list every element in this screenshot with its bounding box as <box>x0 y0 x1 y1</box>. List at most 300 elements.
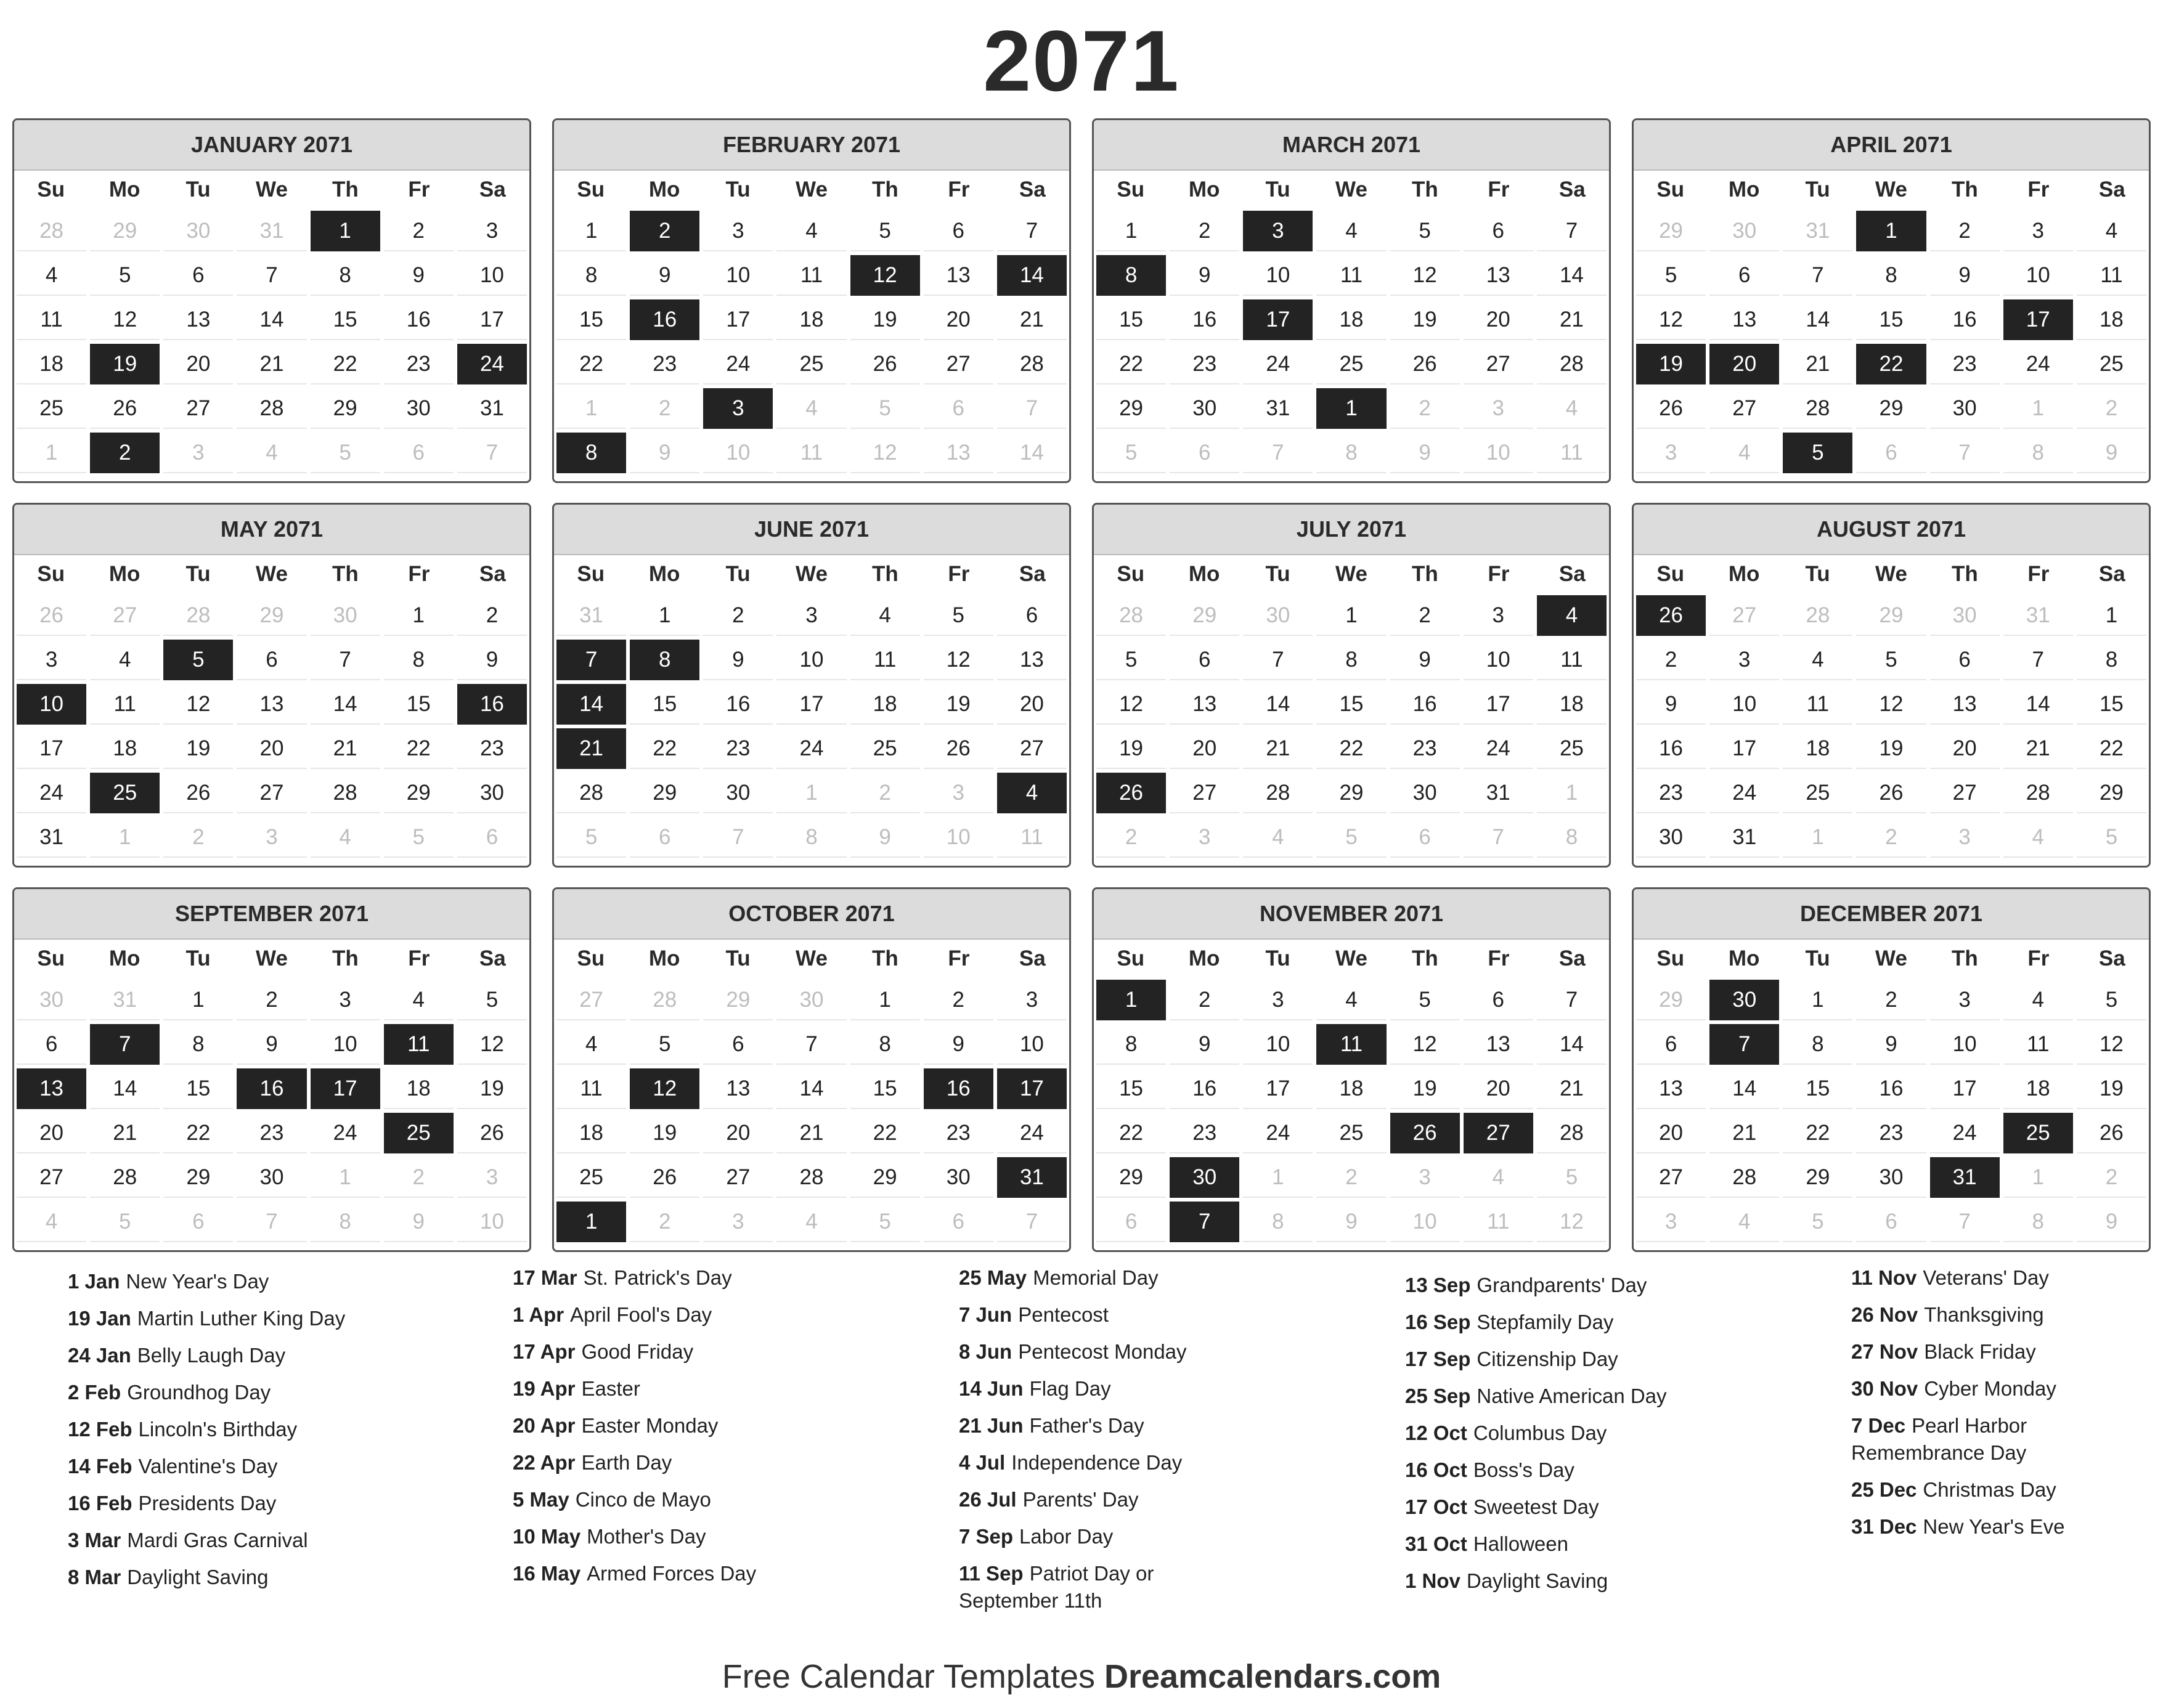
day-cell: 1 <box>850 980 920 1020</box>
day-cell: 14 <box>776 1068 846 1109</box>
day-cell: 6 <box>17 1024 86 1065</box>
day-cell: 27 <box>1930 773 2000 813</box>
adjacent-month-day-cell: 2 <box>2077 388 2146 429</box>
weekday-label: We <box>1335 946 1367 970</box>
holiday-item <box>959 1518 1366 1555</box>
day-cell: 13 <box>997 640 1067 680</box>
holiday-day-cell: 7 <box>556 640 626 680</box>
weekday-label: Th <box>1412 177 1438 201</box>
holiday-item <box>1405 1267 1812 1304</box>
day-cell: 21 <box>1537 299 1607 340</box>
adjacent-month-day-cell: 7 <box>997 1202 1067 1242</box>
day-cell: 15 <box>1783 1068 1852 1109</box>
holiday-item <box>513 1481 919 1518</box>
adjacent-month-day-cell: 2 <box>630 388 699 429</box>
day-cell: 16 <box>1390 684 1460 725</box>
day-cell: 20 <box>1464 1068 1533 1109</box>
month-title: JANUARY 2071 <box>14 120 529 171</box>
holiday-day-cell: 31 <box>1930 1157 2000 1198</box>
holiday-item <box>68 1522 475 1559</box>
day-cell: 4 <box>556 1024 626 1065</box>
day-cell: 4 <box>1783 640 1852 680</box>
day-cell: 1 <box>1096 211 1166 251</box>
day-cell: 16 <box>1856 1068 1926 1109</box>
day-cell: 22 <box>556 344 626 384</box>
day-cell: 26 <box>1636 388 1706 429</box>
holiday-name: Christmas Day <box>1923 1478 2056 1501</box>
day-cell: 16 <box>1170 1068 1239 1109</box>
adjacent-month-day-cell: 7 <box>237 1202 306 1242</box>
weekday-header-row <box>1094 940 1609 978</box>
day-cell: 30 <box>1170 388 1239 429</box>
month-calendar <box>12 503 531 868</box>
adjacent-month-day-cell: 29 <box>703 980 773 1020</box>
adjacent-month-day-cell: 6 <box>1856 1202 1926 1242</box>
holiday-day-cell: 1 <box>311 211 380 251</box>
adjacent-month-day-cell: 27 <box>1709 595 1779 636</box>
holiday-day-cell: 16 <box>457 684 527 725</box>
day-cell: 28 <box>1783 388 1852 429</box>
adjacent-month-day-cell: 30 <box>17 980 86 1020</box>
adjacent-month-day-cell: 29 <box>90 211 160 251</box>
holiday-date: 1 Apr <box>513 1303 564 1326</box>
day-cell: 14 <box>1537 255 1607 296</box>
adjacent-month-day-cell: 6 <box>924 388 993 429</box>
weekday-label: Tu <box>725 562 751 586</box>
adjacent-month-day-cell: 11 <box>1464 1202 1533 1242</box>
weekday-label: Th <box>872 177 898 201</box>
weekday-label: Sa <box>479 177 506 201</box>
adjacent-month-day-cell: 28 <box>1783 595 1852 636</box>
holiday-date: 17 Mar <box>513 1266 577 1289</box>
holiday-item <box>68 1448 475 1485</box>
adjacent-month-day-cell: 11 <box>776 433 846 473</box>
adjacent-month-day-cell: 2 <box>384 1157 454 1198</box>
holiday-name: Cyber Monday <box>1924 1377 2056 1400</box>
holiday-name: Grandparents' Day <box>1477 1274 1647 1296</box>
adjacent-month-day-cell: 31 <box>237 211 306 251</box>
day-cell: 30 <box>457 773 527 813</box>
weekday-label: Sa <box>479 562 506 586</box>
month-calendar <box>1092 118 1611 483</box>
day-cell: 3 <box>997 980 1067 1020</box>
holiday-name: Valentine's Day <box>138 1455 278 1478</box>
weekday-label: Tu <box>1805 177 1830 201</box>
weekday-label: We <box>1875 562 1907 586</box>
holiday-date: 20 Apr <box>513 1414 576 1437</box>
day-cell: 26 <box>1856 773 1926 813</box>
holiday-item <box>959 1407 1366 1444</box>
day-cell: 6 <box>1464 980 1533 1020</box>
day-cell: 23 <box>1170 344 1239 384</box>
holiday-date: 21 Jun <box>959 1414 1024 1437</box>
day-cell: 21 <box>1783 344 1852 384</box>
day-cell: 10 <box>997 1024 1067 1065</box>
day-cell: 22 <box>850 1113 920 1153</box>
holiday-day-cell: 11 <box>384 1024 454 1065</box>
holiday-name: Citizenship Day <box>1477 1348 1618 1370</box>
day-cell: 29 <box>850 1157 920 1198</box>
day-cell: 5 <box>457 980 527 1020</box>
weekday-label: Tu <box>185 562 211 586</box>
day-cell: 25 <box>1537 728 1607 769</box>
adjacent-month-day-cell: 1 <box>2003 1157 2073 1198</box>
day-cell: 25 <box>1316 344 1386 384</box>
day-cell: 5 <box>1096 640 1166 680</box>
holiday-item <box>1405 1526 1812 1563</box>
day-cell: 13 <box>703 1068 773 1109</box>
day-cell: 17 <box>1464 684 1533 725</box>
adjacent-month-day-cell: 29 <box>1856 595 1926 636</box>
adjacent-month-day-cell: 4 <box>776 1202 846 1242</box>
day-cell: 31 <box>1464 773 1533 813</box>
day-cell: 22 <box>1316 728 1386 769</box>
day-cell: 4 <box>776 211 846 251</box>
adjacent-month-day-cell: 29 <box>1170 595 1239 636</box>
day-cell: 13 <box>1464 1024 1533 1065</box>
day-cell: 19 <box>1856 728 1926 769</box>
day-cell: 7 <box>997 211 1067 251</box>
adjacent-month-day-cell: 8 <box>1316 433 1386 473</box>
holiday-name: St. Patrick's Day <box>583 1266 732 1289</box>
day-cell: 3 <box>311 980 380 1020</box>
holiday-name: Belly Laugh Day <box>137 1344 286 1367</box>
holiday-date: 1 Jan <box>68 1270 120 1293</box>
holiday-day-cell: 12 <box>630 1068 699 1109</box>
day-cell: 13 <box>1636 1068 1706 1109</box>
month-title: AUGUST 2071 <box>1634 505 2149 555</box>
day-cell: 26 <box>2077 1113 2146 1153</box>
holiday-name: Cinco de Mayo <box>575 1488 711 1511</box>
adjacent-month-day-cell: 9 <box>1390 433 1460 473</box>
month-calendar <box>552 503 1071 868</box>
holiday-day-cell: 16 <box>237 1068 306 1109</box>
weekday-label: Tu <box>1265 177 1290 201</box>
weekday-label: Th <box>1952 177 1978 201</box>
day-cell: 1 <box>1783 980 1852 1020</box>
adjacent-month-day-cell: 14 <box>997 433 1067 473</box>
weekday-label: Mo <box>648 562 680 586</box>
day-grid <box>14 978 529 1246</box>
adjacent-month-day-cell: 3 <box>163 433 233 473</box>
holiday-day-cell: 30 <box>1170 1157 1239 1198</box>
day-cell: 1 <box>384 595 454 636</box>
weekday-label: Fr <box>408 562 430 586</box>
day-cell: 12 <box>1096 684 1166 725</box>
weekday-label: Fr <box>2027 946 2050 970</box>
day-cell: 14 <box>90 1068 160 1109</box>
weekday-label: Tu <box>725 177 751 201</box>
weekday-label: Fr <box>1488 177 1510 201</box>
adjacent-month-day-cell: 8 <box>311 1202 380 1242</box>
holiday-day-cell: 4 <box>997 773 1067 813</box>
day-cell: 15 <box>1096 299 1166 340</box>
month-title: MAY 2071 <box>14 505 529 555</box>
day-cell: 14 <box>237 299 306 340</box>
weekday-label: Tu <box>1805 562 1830 586</box>
day-cell: 28 <box>2003 773 2073 813</box>
weekday-label: Su <box>37 177 65 201</box>
day-cell: 9 <box>1856 1024 1926 1065</box>
weekday-label: Su <box>577 177 605 201</box>
day-cell: 21 <box>1537 1068 1607 1109</box>
day-cell: 16 <box>1170 299 1239 340</box>
holiday-day-cell: 7 <box>1170 1202 1239 1242</box>
day-cell: 21 <box>1243 728 1313 769</box>
day-cell: 21 <box>237 344 306 384</box>
day-cell: 6 <box>1464 211 1533 251</box>
day-cell: 9 <box>457 640 527 680</box>
day-cell: 6 <box>924 211 993 251</box>
day-cell: 21 <box>776 1113 846 1153</box>
day-cell: 24 <box>997 1113 1067 1153</box>
day-cell: 2 <box>1170 980 1239 1020</box>
holiday-item <box>1405 1304 1812 1341</box>
holiday-name: Mardi Gras Carnival <box>127 1529 308 1551</box>
month-title: APRIL 2071 <box>1634 120 2149 171</box>
month-title: FEBRUARY 2071 <box>554 120 1069 171</box>
holiday-day-cell: 27 <box>1464 1113 1533 1153</box>
weekday-label: We <box>1875 177 1907 201</box>
day-cell: 26 <box>163 773 233 813</box>
day-cell: 7 <box>1243 640 1313 680</box>
day-cell: 12 <box>1390 255 1460 296</box>
weekday-label: We <box>256 177 288 201</box>
adjacent-month-day-cell: 29 <box>1636 980 1706 1020</box>
holiday-item <box>68 1411 475 1448</box>
holiday-day-cell: 31 <box>997 1157 1067 1198</box>
holiday-day-cell: 7 <box>1709 1024 1779 1065</box>
day-cell: 20 <box>1930 728 2000 769</box>
day-cell: 6 <box>163 255 233 296</box>
weekday-label: Su <box>1117 177 1145 201</box>
holiday-item <box>1405 1341 1812 1378</box>
adjacent-month-day-cell: 5 <box>850 1202 920 1242</box>
holiday-date: 16 Sep <box>1405 1311 1471 1333</box>
day-cell: 18 <box>1537 684 1607 725</box>
adjacent-month-day-cell: 30 <box>776 980 846 1020</box>
day-cell: 27 <box>997 728 1067 769</box>
holiday-column <box>1405 1267 1812 1600</box>
weekday-label: We <box>1335 177 1367 201</box>
day-cell: 2 <box>457 595 527 636</box>
day-cell: 13 <box>924 255 993 296</box>
day-cell: 24 <box>2003 344 2073 384</box>
day-cell: 21 <box>997 299 1067 340</box>
adjacent-month-day-cell: 5 <box>556 817 626 858</box>
holiday-item <box>959 1370 1366 1407</box>
adjacent-month-day-cell: 12 <box>850 433 920 473</box>
day-cell: 12 <box>1390 1024 1460 1065</box>
weekday-label: Mo <box>1728 946 1760 970</box>
adjacent-month-day-cell: 4 <box>237 433 306 473</box>
adjacent-month-day-cell: 8 <box>1537 817 1607 858</box>
day-cell: 7 <box>311 640 380 680</box>
month-calendar <box>12 887 531 1252</box>
adjacent-month-day-cell: 11 <box>997 817 1067 858</box>
holiday-item <box>1851 1296 2163 1333</box>
adjacent-month-day-cell: 7 <box>1930 433 2000 473</box>
adjacent-month-day-cell: 30 <box>311 595 380 636</box>
day-cell: 20 <box>17 1113 86 1153</box>
holiday-name: Groundhog Day <box>127 1381 271 1404</box>
holiday-name: Presidents Day <box>138 1492 277 1515</box>
adjacent-month-day-cell: 28 <box>17 211 86 251</box>
day-cell: 4 <box>384 980 454 1020</box>
day-cell: 25 <box>1316 1113 1386 1153</box>
holiday-name: Native American Day <box>1477 1385 1667 1407</box>
day-cell: 20 <box>1170 728 1239 769</box>
holiday-date: 26 Nov <box>1851 1303 1918 1326</box>
adjacent-month-day-cell: 30 <box>1709 211 1779 251</box>
adjacent-month-day-cell: 2 <box>1316 1157 1386 1198</box>
weekday-label: Sa <box>1558 177 1586 201</box>
adjacent-month-day-cell: 27 <box>556 980 626 1020</box>
holiday-date: 17 Apr <box>513 1340 576 1363</box>
day-cell: 26 <box>457 1113 527 1153</box>
adjacent-month-day-cell: 3 <box>1390 1157 1460 1198</box>
holiday-item <box>1405 1378 1812 1415</box>
day-cell: 18 <box>2077 299 2146 340</box>
day-cell: 19 <box>2077 1068 2146 1109</box>
holiday-date: 25 Dec <box>1851 1478 1917 1501</box>
weekday-label: Sa <box>1019 177 1046 201</box>
day-cell: 11 <box>850 640 920 680</box>
holiday-name: Lincoln's Birthday <box>138 1418 298 1441</box>
adjacent-month-day-cell: 4 <box>2003 817 2073 858</box>
holiday-day-cell: 19 <box>90 344 160 384</box>
month-title: JUNE 2071 <box>554 505 1069 555</box>
day-cell: 5 <box>924 595 993 636</box>
weekday-header-row <box>1094 555 1609 593</box>
holiday-item <box>1851 1471 2163 1508</box>
holiday-item <box>1405 1415 1812 1452</box>
day-cell: 1 <box>630 595 699 636</box>
holiday-name: Father's Day <box>1029 1414 1144 1437</box>
day-cell: 18 <box>1783 728 1852 769</box>
day-cell: 10 <box>1243 255 1313 296</box>
day-cell: 2 <box>237 980 306 1020</box>
adjacent-month-day-cell: 9 <box>384 1202 454 1242</box>
day-cell: 1 <box>556 211 626 251</box>
holiday-name: Patriot Day or September 11th <box>959 1562 1154 1612</box>
holiday-item <box>959 1259 1366 1296</box>
month-calendar <box>552 887 1071 1252</box>
day-cell: 5 <box>1390 980 1460 1020</box>
adjacent-month-day-cell: 12 <box>1537 1202 1607 1242</box>
adjacent-month-day-cell: 10 <box>457 1202 527 1242</box>
day-cell: 13 <box>1930 684 2000 725</box>
day-cell: 10 <box>1243 1024 1313 1065</box>
weekday-label: Fr <box>2027 177 2050 201</box>
day-cell: 25 <box>2077 344 2146 384</box>
day-cell: 24 <box>1243 1113 1313 1153</box>
adjacent-month-day-cell: 1 <box>17 433 86 473</box>
holiday-day-cell: 26 <box>1390 1113 1460 1153</box>
day-cell: 4 <box>2077 211 2146 251</box>
day-cell: 29 <box>1096 1157 1166 1198</box>
footer-brand-link[interactable]: Dreamcalendars.com <box>1104 1658 1441 1695</box>
weekday-label: Sa <box>1558 946 1586 970</box>
day-cell: 26 <box>850 344 920 384</box>
adjacent-month-day-cell: 3 <box>457 1157 527 1198</box>
day-cell: 19 <box>1390 1068 1460 1109</box>
day-cell: 29 <box>2077 773 2146 813</box>
adjacent-month-day-cell: 3 <box>1636 1202 1706 1242</box>
day-cell: 23 <box>1856 1113 1926 1153</box>
day-cell: 9 <box>924 1024 993 1065</box>
day-cell: 2 <box>924 980 993 1020</box>
holiday-name: Labor Day <box>1019 1525 1114 1548</box>
adjacent-month-day-cell: 30 <box>1930 595 2000 636</box>
day-cell: 15 <box>556 299 626 340</box>
adjacent-month-day-cell: 3 <box>924 773 993 813</box>
day-cell: 19 <box>924 684 993 725</box>
holiday-date: 1 Nov <box>1405 1569 1460 1592</box>
day-cell: 27 <box>1170 773 1239 813</box>
day-cell: 30 <box>1930 388 2000 429</box>
day-cell: 29 <box>311 388 380 429</box>
weekday-header-row <box>554 555 1069 593</box>
holiday-day-cell: 19 <box>1636 344 1706 384</box>
holiday-day-cell: 11 <box>1316 1024 1386 1065</box>
day-cell: 14 <box>311 684 380 725</box>
weekday-label: Mo <box>108 562 141 586</box>
day-cell: 19 <box>1390 299 1460 340</box>
weekday-label: We <box>796 562 828 586</box>
holiday-day-cell: 10 <box>17 684 86 725</box>
day-cell: 25 <box>17 388 86 429</box>
day-cell: 12 <box>1636 299 1706 340</box>
day-cell: 22 <box>384 728 454 769</box>
day-cell: 5 <box>90 255 160 296</box>
month-calendar <box>12 118 531 483</box>
month-calendar <box>1632 887 2151 1252</box>
day-cell: 15 <box>630 684 699 725</box>
day-grid <box>554 593 1069 862</box>
weekday-label: Su <box>577 946 605 970</box>
holiday-item <box>1851 1333 2163 1370</box>
weekday-header-row <box>1094 171 1609 209</box>
day-cell: 4 <box>90 640 160 680</box>
day-cell: 22 <box>1096 344 1166 384</box>
day-cell: 10 <box>1930 1024 2000 1065</box>
holiday-date: 13 Sep <box>1405 1274 1471 1296</box>
day-cell: 3 <box>457 211 527 251</box>
holiday-name: Martin Luther King Day <box>137 1307 346 1330</box>
holiday-date: 2 Feb <box>68 1381 121 1404</box>
day-cell: 7 <box>1537 980 1607 1020</box>
holiday-name: Daylight Saving <box>127 1566 269 1588</box>
holiday-date: 11 Nov <box>1851 1266 1917 1289</box>
adjacent-month-day-cell: 4 <box>1537 388 1607 429</box>
day-cell: 23 <box>457 728 527 769</box>
adjacent-month-day-cell: 1 <box>311 1157 380 1198</box>
adjacent-month-day-cell: 6 <box>924 1202 993 1242</box>
adjacent-month-day-cell: 4 <box>1243 817 1313 858</box>
day-cell: 5 <box>630 1024 699 1065</box>
holiday-day-cell: 25 <box>384 1113 454 1153</box>
day-cell: 1 <box>163 980 233 1020</box>
adjacent-month-day-cell: 2 <box>2077 1157 2146 1198</box>
day-cell: 3 <box>1709 640 1779 680</box>
day-cell: 4 <box>1316 980 1386 1020</box>
day-grid <box>1634 978 2149 1246</box>
weekday-label: Tu <box>185 946 211 970</box>
holiday-column <box>513 1259 919 1592</box>
holiday-date: 19 Jan <box>68 1307 131 1330</box>
day-cell: 28 <box>311 773 380 813</box>
